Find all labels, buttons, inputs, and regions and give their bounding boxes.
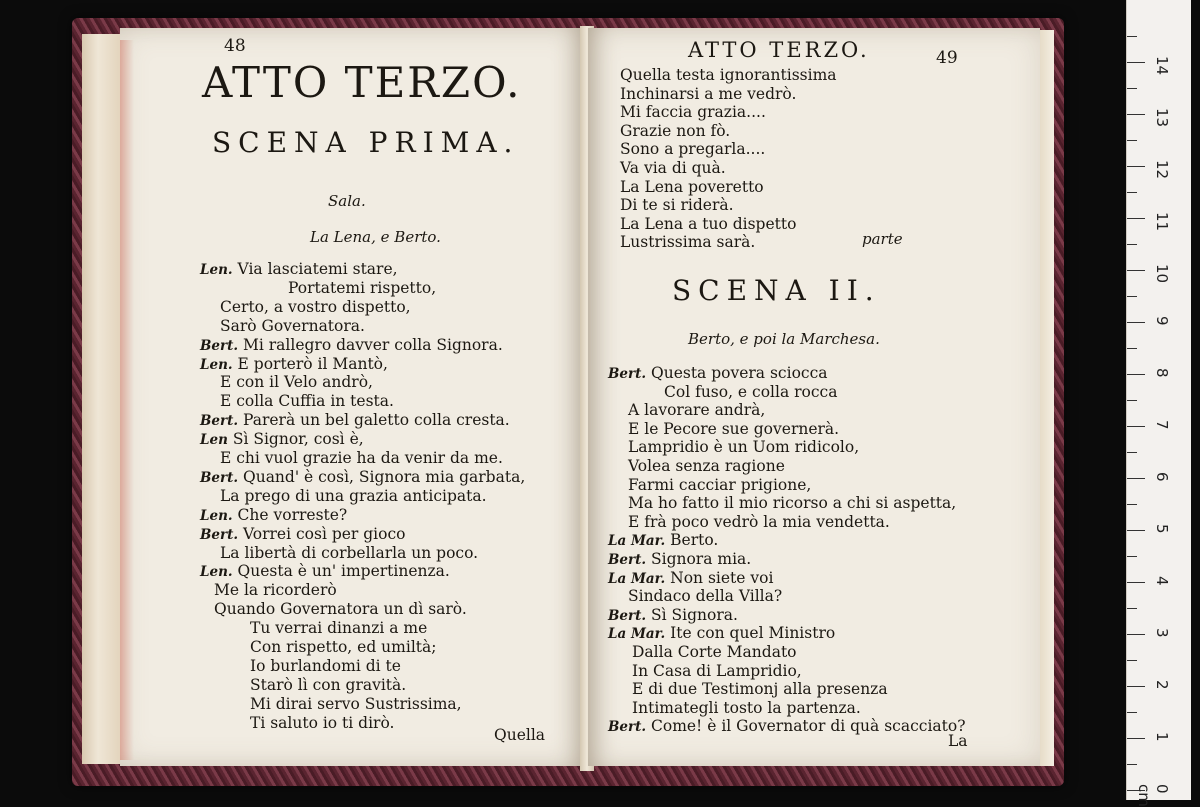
dialogue-line [250,619,427,637]
dialogue-line [632,680,888,698]
dialogue-line [220,298,411,316]
ruler-tick [1127,582,1145,583]
ruler-label: 9 [1153,316,1171,326]
ruler-tick [1127,114,1145,115]
dialogue-line [632,643,797,661]
line-text: Questa è un' impertinenza. [237,562,450,581]
line-text: Mi rallegro davver colla Signora. [243,335,503,354]
speaker-label: Bert. [608,719,647,736]
speaker-label: Bert. [608,607,647,624]
line-text: Quand' è così, Signora mia garbata, [243,467,526,486]
speaker-label: Len. [200,507,233,524]
dialogue-line [288,279,436,297]
dialogue-line [608,364,828,382]
dialogue-line [608,569,773,587]
ruler-tick-half [1127,296,1137,297]
dialogue-line [628,476,811,494]
verse-line: Quella testa ignorantissima [620,66,837,84]
line-text: A lavorare andrà, [628,401,766,420]
stage-direction-exit: parte [862,230,903,248]
verse-line: Inchinarsi a me vedrò. [620,84,797,103]
line-text: E le Pecore sue governerà. [628,419,840,438]
ruler-tick [1127,322,1145,323]
speaker-label: Bert. [200,526,239,543]
dialogue-line [200,411,510,429]
ruler-label: 4 [1153,576,1171,586]
ruler-label: 14 [1153,56,1171,76]
verse-line: Grazie non fò. [620,121,731,140]
dialogue-line [608,624,835,642]
line-text: Sì Signor, così è, [232,430,364,449]
speaker-label: Len. [200,564,233,581]
ruler-tick-half [1127,140,1137,141]
catchword-right: La [948,732,968,750]
line-text: Certo, a vostro dispetto, [220,297,411,316]
ruler-tick-half [1127,192,1137,193]
ruler-tick-half [1127,452,1137,453]
catchword-left: Quella [494,726,546,744]
ruler-label: 11 [1153,212,1171,232]
verse-line: Lustrissima sarà. [620,233,756,252]
dialogue-line [250,657,401,675]
line-text: Intimategli tosto la partenza. [632,698,861,717]
ruler-label: 6 [1153,472,1171,482]
line-text: Tu verrai dinanzi a me [250,619,428,638]
scene-title-left: SCENA PRIMA. [212,126,520,159]
line-text: Ite con quel Ministro [670,624,836,643]
line-text: Non siete voi [670,568,774,587]
dialogue-line [220,317,365,335]
left-page [120,28,584,766]
ruler-tick-half [1127,608,1137,609]
ruler-tick [1127,62,1145,63]
line-text: Mi dirai servo Sustrissima, [250,694,462,713]
ruler-label: 5 [1153,524,1171,534]
line-text: Vorrei così per gioco [243,524,406,543]
verse-line: La Lena a tuo dispetto [620,214,797,233]
ruler-tick [1127,738,1145,739]
line-text: E di due Testimonj alla presenza [632,680,888,699]
ruler-label: 3 [1153,628,1171,638]
line-text: Che vorreste? [237,505,348,524]
line-text: Quando Governatora un dì sarò. [214,600,467,619]
dialogue-line [200,562,450,580]
page-edges-right [1040,30,1054,766]
verse-line: La Lena poveretto [620,177,764,196]
ruler-label: 12 [1153,160,1171,180]
line-text: Volea senza ragione [628,457,785,475]
dialogue-line [250,695,462,713]
dialogue-line [214,581,337,599]
ruler-tick [1127,530,1145,531]
dialogue-line [220,544,478,562]
line-text: Col fuso, e colla rocca [664,382,838,401]
speaker-label: Bert. [200,337,239,354]
line-text: In Casa di Lampridio, [632,661,802,680]
dialogue-line [220,487,487,505]
line-text: E chi vuol grazie ha da venir da me. [220,449,503,467]
dialogue-line [608,550,751,568]
line-text: E colla Cuffia in testa. [220,392,394,411]
dialogue-line [250,676,406,694]
verse-line: Di te si riderà. [620,196,734,215]
ruler-tick-half [1127,244,1137,245]
page-edge-stain [120,40,134,760]
dialogue-line [608,717,966,735]
ruler-tick-half [1127,660,1137,661]
dialogue-line [608,531,718,549]
scene-characters-right: Berto, e poi la Marchesa. [688,330,880,348]
line-text: Io burlandomi di te [250,656,401,675]
line-text: E con il Velo andrò, [220,373,373,392]
dialogue-line [220,392,394,410]
dialogue-line [200,506,347,524]
speaker-label: Bert. [608,366,647,382]
measuring-ruler [1126,0,1191,807]
line-text: La libertà di corbellarla un poco. [220,543,479,562]
line-text: Farmi cacciar prigione, [628,475,812,494]
dialogue-line [632,699,861,717]
speaker-label: La Mar. [608,570,666,587]
line-text: Sarò Governatora. [220,316,365,335]
verse-line: Sono a pregarla.... [620,140,766,159]
ruler-label: 0 cm [1135,784,1171,807]
ruler-tick-half [1127,348,1137,349]
speaker-label: Len [200,432,228,449]
ruler-tick-half [1127,88,1137,89]
running-header: ATTO TERZO. [688,38,870,62]
speaker-label: Len. [200,262,233,278]
ruler-tick [1127,686,1145,687]
dialogue-line [628,401,765,419]
dialogue-line [608,606,738,624]
scene-setting: Sala. [328,192,366,210]
line-text: Come! è il Governator di quà scacciato? [651,717,966,736]
line-text: Signora mia. [651,550,752,568]
page-number-right: 49 [936,48,958,68]
ruler-label: 10 [1153,264,1171,284]
speaker-label: Len. [200,356,233,373]
page-edges-left [82,34,122,764]
scene-title-right: SCENA II. [672,274,881,307]
line-text: Ma ho fatto il mio ricorso a chi si aspetta, [628,494,957,513]
line-text: E frà poco vedrò la mia vendetta. [628,512,890,531]
line-text: La prego di una grazia anticipata. [220,486,487,505]
dialogue-line [200,355,388,373]
dialogue-line [628,438,859,456]
ruler-label: 1 [1153,732,1171,742]
ruler-tick [1127,166,1145,167]
dialogue-line [200,430,364,448]
speaker-label: Bert. [608,552,647,568]
line-text: Parerà un bel galetto colla cresta. [243,411,510,430]
verse-line: Mi faccia grazia.... [620,103,766,122]
ruler-label: 8 [1153,368,1171,378]
ruler-tick-half [1127,764,1137,765]
ruler-tick [1127,374,1145,375]
dialogue-line [628,494,956,512]
line-text: Dalla Corte Mandato [632,643,797,661]
ruler-label: 7 [1153,420,1171,430]
ruler-label: 13 [1153,108,1171,128]
speaker-label: La Mar. [608,533,666,550]
dialogue-line [200,336,503,354]
dialogue-line [628,420,839,438]
page-number-left: 48 [224,36,246,56]
line-text: Starò lì con gravità. [250,675,407,694]
dialogue-line [250,638,436,656]
ruler-tick-half [1127,400,1137,401]
dialogue-line [220,373,373,391]
dialogue-line [628,587,782,605]
line-text: Portatemi rispetto, [288,278,437,297]
speaker-label: Bert. [200,413,239,430]
scene-characters-left: La Lena, e Berto. [310,228,441,246]
right-page [588,28,1040,766]
ruler-tick-half [1127,556,1137,557]
line-text: Ti saluto io ti dirò. [250,713,395,732]
ruler-tick [1127,426,1145,427]
line-text: Berto. [670,531,719,550]
dialogue-line [220,449,503,467]
line-text: Via lasciatemi stare, [237,260,398,278]
ruler-label: 2 [1153,680,1171,690]
dialogue-line [664,383,837,401]
ruler-tick [1127,270,1145,271]
line-text: Questa povera sciocca [651,364,828,382]
verse-line: Va via di quà. [620,159,726,177]
ruler-tick-half [1127,504,1137,505]
act-title: ATTO TERZO. [202,58,522,107]
dialogue-line [214,600,467,618]
dialogue-line [200,468,525,486]
dialogue-line [250,714,394,732]
line-text: Sì Signora. [651,605,738,624]
line-text: Con rispetto, ed umiltà; [250,638,437,656]
dialogue-line [632,662,802,680]
ruler-tick-half [1127,712,1137,713]
line-text: Me la ricorderò [214,581,337,600]
dialogue-line [628,513,890,531]
line-text: Lampridio è un Uom ridicolo, [628,438,860,457]
dialogue-line [628,457,785,475]
ruler-tick [1127,478,1145,479]
dialogue-line [200,525,406,543]
speaker-label: Bert. [200,469,239,486]
ruler-tick [1127,218,1145,219]
ruler-tick-half [1127,36,1137,37]
speaker-label: La Mar. [608,626,666,643]
ruler-tick [1127,634,1145,635]
line-text: Sindaco della Villa? [628,587,783,606]
line-text: E porterò il Mantò, [237,354,388,373]
dialogue-line [200,260,398,278]
